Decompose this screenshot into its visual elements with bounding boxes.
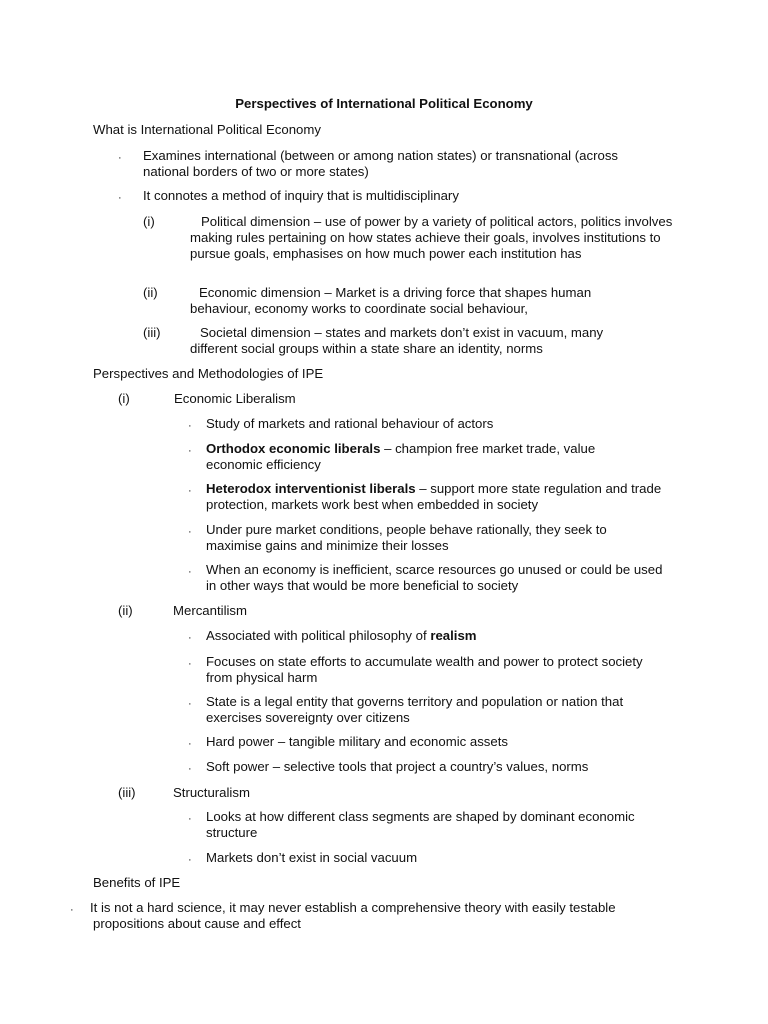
list-number: (ii)	[118, 603, 133, 618]
list-item: Hard power – tangible military and economic assets	[206, 734, 508, 749]
list-number: (iii)	[143, 325, 161, 340]
list-number: (iii)	[118, 785, 136, 800]
list-item: Markets don’t exist in social vacuum	[206, 850, 418, 865]
term-heterodox-liberals: Heterodox interventionist liberals	[206, 481, 416, 496]
list-item-text: Associated with political philosophy of	[206, 628, 431, 643]
bullet-marker: ·	[118, 192, 122, 204]
bullet-marker: ·	[188, 420, 192, 432]
subheading-economic-liberalism: Economic Liberalism	[174, 391, 296, 406]
section-heading-benefits: Benefits of IPE	[93, 875, 181, 890]
bullet-marker: ·	[188, 854, 192, 866]
list-number: (ii)	[143, 285, 158, 300]
bullet-marker: ·	[188, 813, 192, 825]
list-item	[206, 481, 676, 513]
list-item: It is not a hard science, it may never establish a comprehensive theory with easily testable propositions about cause and effect	[90, 900, 616, 931]
list-item: State is a legal entity that governs territory and population or nation that exercises sovereignty over citizens	[206, 694, 624, 725]
bullet-marker: ·	[188, 698, 192, 710]
dimension-economic: Economic dimension – Market is a driving force that shapes human behaviour, economy works to coordinate social behaviour,	[190, 285, 592, 316]
bullet-marker: ·	[118, 152, 122, 164]
bullet-marker: ·	[188, 485, 192, 497]
list-item: It connotes a method of inquiry that is multidisciplinary	[143, 188, 459, 203]
dimension-societal: Societal dimension – states and markets don’t exist in vacuum, many different social groups within a state share an identity, norms	[190, 325, 604, 356]
bullet-marker: ·	[188, 763, 192, 775]
list-item: Focuses on state efforts to accumulate wealth and power to protect society from physical harm	[206, 654, 643, 685]
list-item: Study of markets and rational behaviour of actors	[206, 416, 494, 431]
list-number: (i)	[143, 214, 155, 229]
list-item: Examines international (between or among nation states) or transnational (across national borders of two or more states)	[143, 148, 619, 179]
bullet-marker: ·	[188, 526, 192, 538]
bullet-marker: ·	[188, 632, 192, 644]
list-item	[206, 628, 676, 644]
subheading-structuralism: Structuralism	[173, 785, 250, 800]
bullet-marker: ·	[188, 566, 192, 578]
term-realism: realism	[430, 628, 477, 643]
list-item: Soft power – selective tools that project a country’s values, norms	[206, 759, 589, 774]
bullet-marker: ·	[188, 738, 192, 750]
list-item-text: – champion free market trade, value economic efficiency	[206, 441, 596, 472]
bullet-marker: ·	[70, 904, 74, 916]
section-heading-perspectives: Perspectives and Methodologies of IPE	[93, 366, 324, 381]
list-item: When an economy is inefficient, scarce resources go unused or could be used in other ways that would be more beneficial to society	[206, 562, 663, 593]
list-item: Looks at how different class segments are shaped by dominant economic structure	[206, 809, 635, 840]
list-item-text: – support more state regulation and trade protection, markets work best when embedded in society	[206, 481, 662, 512]
page-title: Perspectives of International Political Economy	[235, 96, 533, 111]
dimension-political: Political dimension – use of power by a variety of political actors, politics involves making rules pertaining on how states achieve their goals, involves institutions to pursue goals, emphasises on how much power each institution has	[190, 214, 673, 261]
list-item	[206, 441, 636, 473]
list-number: (i)	[118, 391, 130, 406]
term-orthodox-liberals: Orthodox economic liberals	[206, 441, 381, 456]
list-item: Under pure market conditions, people behave rationally, they seek to maximise gains and minimize their losses	[206, 522, 607, 553]
bullet-marker: ·	[188, 445, 192, 457]
section-heading-what-is-ipe: What is International Political Economy	[93, 122, 321, 137]
subheading-mercantilism: Mercantilism	[173, 603, 248, 618]
bullet-marker: ·	[188, 658, 192, 670]
